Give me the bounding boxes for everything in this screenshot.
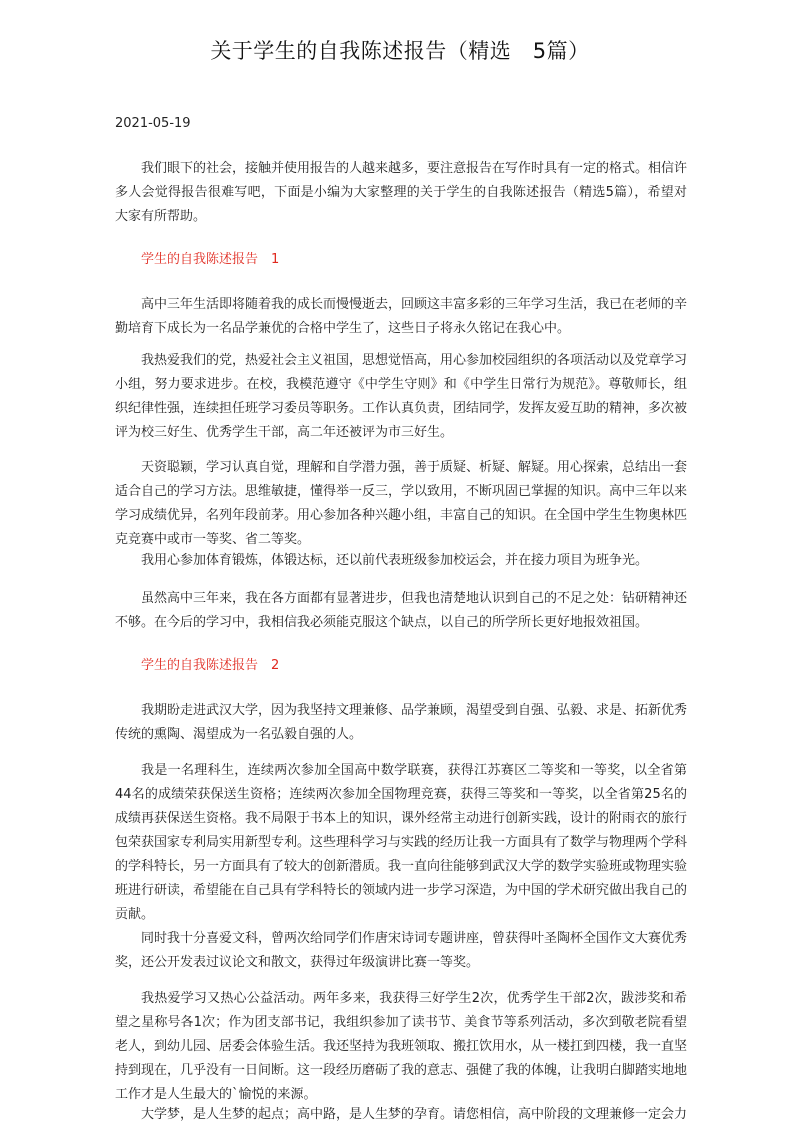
section-1-paragraph-5: 虽然高中三年来，我在各方面都有显著进步，但我也清楚地认识到自己的不足之处：钻研精神还不够。在今后的学习中，我相信我必须能克服这个缺点，以自己的所学所长更好地报效祖国。: [115, 591, 688, 630]
section-1-paragraph-1: 高中三年生活即将随着我的成长而慢慢逝去，回顾这丰富多彩的三年学习生活，我已在老师的辛勤培育下成长为一名品学兼优的合格中学生了，这些日子将永久铭记在我心中。: [115, 297, 688, 336]
intro-paragraph: 我们眼下的社会，接触并使用报告的人越来越多，要注意报告在写作时具有一定的格式。相信许多人会觉得报告很难写吧，下面是小编为大家整理的关于学生的自我陈述报告（精选5篇），希望对大家有所帮助。: [115, 161, 688, 224]
document-title: 关于学生的自我陈述报告（精选 5篇）: [210, 39, 590, 63]
section-heading-2: 学生的自我陈述报告 2: [141, 658, 280, 673]
section-1-paragraph-3: 天资聪颖，学习认真自觉，理解和自学潜力强，善于质疑、析疑、解疑。用心探索，总结出一套适合自己的学习方法。思维敏捷，懂得举一反三，学以致用，不断巩固已掌握的知识。高中三年以来学习成绩优异，名列年段前茅。用心参加各种兴趣小组，丰富自己的知识。在全国中学生生物奥林匹克竞赛中或市一等奖、省二等奖。: [115, 460, 688, 547]
publish-date: 2021-05-19: [115, 116, 191, 131]
section-1-paragraph-4: 我用心参加体育锻炼，体锻达标，还以前代表班级参加校运会，并在接力项目为班争光。: [141, 553, 649, 568]
section-2-paragraph-3: 同时我十分喜爱文科，曾两次给同学们作唐宋诗词专题讲座，曾获得叶圣陶杯全国作文大赛优秀奖，还公开发表过议论文和散文，获得过年级演讲比赛一等奖。: [115, 931, 688, 970]
section-1-paragraph-2: 我热爱我们的党，热爱社会主义祖国，思想觉悟高，用心参加校园组织的各项活动以及党章学习小组，努力要求进步。在校，我模范遵守《中学生守则》和《中学生日常行为规范》。尊敬师长，组织纪律性强，连续担任班学习委员等职务。工作认真负责，团结同学，发挥友爱互助的精神，多次被评为校三好生、优秀学生干部，高二年还被评为市三好生。: [115, 353, 688, 440]
section-2-paragraph-2: 我是一名理科生，连续两次参加全国高中数学联赛，获得江苏赛区二等奖和一等奖，以全省第44名的成绩荣获保送生资格；连续两次参加全国物理竞赛，获得三等奖和一等奖，以全省第25名的成绩再获保送生资格。我不局限于书本上的知识，课外经常主动进行创新实践，设计的附雨衣的旅行包荣获国家专利局实用新型专利。这些理科学习与实践的经历让我一方面具有了数学与物理两个学科的学科特长，另一方面具有了较大的创新潜质。我一直向往能够到武汉大学的数学实验班或物理实验班进行研读，希望能在自己具有学科特长的领域内进一步学习深造，为中国的学术研究做出我自己的贡献。: [115, 763, 688, 922]
section-heading-1: 学生的自我陈述报告 1: [141, 252, 280, 267]
section-2-paragraph-5: 大学梦，是人生梦的起点；高中路，是人生梦的孕育。请您相信，高中阶段的文理兼修一定会力: [141, 1107, 688, 1122]
section-2-paragraph-1: 我期盼走进武汉大学，因为我坚持文理兼修、品学兼顾，渴望受到自强、弘毅、求是、拓新优秀传统的熏陶、渴望成为一名弘毅自强的人。: [115, 703, 688, 742]
section-2-paragraph-4: 我热爱学习又热心公益活动。两年多来，我获得三好学生2次，优秀学生干部2次，跋涉奖和希望之星称号各1次；作为团支部书记，我组织参加了读书节、美食节等系列活动，多次到敬老院看望老人，到幼儿园、居委会体验生活。我还坚持为我班领取、搬扛饮用水，从一楼扛到四楼，我一直坚持到现在，几乎没有一日间断。这一段经历磨砺了我的意志、强健了我的体魄，让我明白脚踏实地地工作才是人生最大的`愉悦的来源。: [115, 991, 688, 1102]
